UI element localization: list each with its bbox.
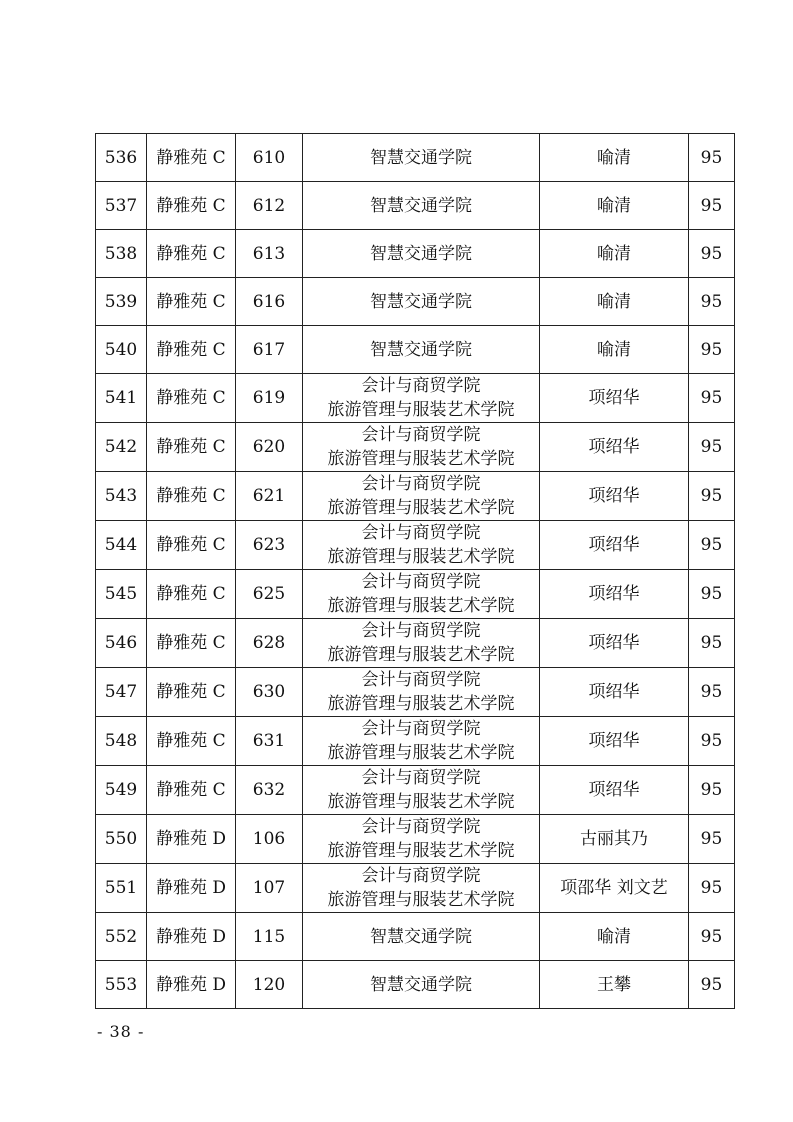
table-row <box>96 326 735 374</box>
score-cell: 95 <box>689 472 735 521</box>
room-cell: 628 <box>236 619 303 668</box>
college-name: 旅游管理与服装艺术学院 <box>327 841 515 861</box>
college-name: 会计与商贸学院 <box>361 719 481 739</box>
college-name: 旅游管理与服装艺术学院 <box>327 645 515 665</box>
room-cell: 115 <box>236 913 303 961</box>
college-cell <box>303 668 540 717</box>
row-number-cell: 547 <box>96 668 147 717</box>
building-cell: 静雅苑 C <box>147 374 236 423</box>
row-number-cell: 548 <box>96 717 147 766</box>
score-cell: 95 <box>689 961 735 1009</box>
building-cell: 静雅苑 C <box>147 230 236 278</box>
room-cell: 619 <box>236 374 303 423</box>
building-cell: 静雅苑 C <box>147 326 236 374</box>
college-name: 会计与商贸学院 <box>361 768 481 788</box>
building-cell: 静雅苑 C <box>147 619 236 668</box>
college-cell <box>303 423 540 472</box>
college-name: 会计与商贸学院 <box>361 817 481 837</box>
college-name: 会计与商贸学院 <box>361 572 481 592</box>
college-cell <box>303 913 540 961</box>
building-cell: 静雅苑 C <box>147 472 236 521</box>
college-name: 会计与商贸学院 <box>361 866 481 886</box>
score-cell: 95 <box>689 815 735 864</box>
row-number-cell: 538 <box>96 230 147 278</box>
table-row <box>96 134 735 182</box>
table-body <box>96 134 735 1009</box>
score-cell: 95 <box>689 717 735 766</box>
score-cell: 95 <box>689 374 735 423</box>
building-cell: 静雅苑 C <box>147 570 236 619</box>
table-row <box>96 570 735 619</box>
table-row <box>96 717 735 766</box>
college-name: 智慧交通学院 <box>370 339 472 360</box>
building-cell: 静雅苑 C <box>147 134 236 182</box>
table-row <box>96 182 735 230</box>
college-cell <box>303 278 540 326</box>
manager-cell: 项绍华 <box>540 521 689 570</box>
table-row <box>96 815 735 864</box>
table-row <box>96 423 735 472</box>
manager-cell: 项绍华 <box>540 766 689 815</box>
room-cell: 610 <box>236 134 303 182</box>
college-name: 会计与商贸学院 <box>361 474 481 494</box>
score-cell: 95 <box>689 134 735 182</box>
table-row <box>96 278 735 326</box>
table-row <box>96 766 735 815</box>
manager-cell: 项绍华 <box>540 570 689 619</box>
college-name: 旅游管理与服装艺术学院 <box>327 792 515 812</box>
room-cell: 625 <box>236 570 303 619</box>
college-name: 会计与商贸学院 <box>361 376 481 396</box>
college-name: 会计与商贸学院 <box>361 670 481 690</box>
score-cell: 95 <box>689 230 735 278</box>
row-number-cell: 551 <box>96 864 147 913</box>
row-number-cell: 542 <box>96 423 147 472</box>
score-cell: 95 <box>689 619 735 668</box>
score-cell: 95 <box>689 570 735 619</box>
table-row <box>96 521 735 570</box>
page-number: - 38 - <box>97 1022 145 1041</box>
score-cell: 95 <box>689 278 735 326</box>
college-name: 会计与商贸学院 <box>361 621 481 641</box>
college-name: 旅游管理与服装艺术学院 <box>327 400 515 420</box>
score-cell: 95 <box>689 668 735 717</box>
row-number-cell: 536 <box>96 134 147 182</box>
room-cell: 616 <box>236 278 303 326</box>
row-number-cell: 545 <box>96 570 147 619</box>
score-cell: 95 <box>689 913 735 961</box>
room-cell: 630 <box>236 668 303 717</box>
building-cell: 静雅苑 C <box>147 521 236 570</box>
college-cell <box>303 230 540 278</box>
college-name: 智慧交通学院 <box>370 926 472 947</box>
college-cell <box>303 619 540 668</box>
room-cell: 107 <box>236 864 303 913</box>
row-number-cell: 546 <box>96 619 147 668</box>
college-cell <box>303 570 540 619</box>
score-cell: 95 <box>689 766 735 815</box>
room-cell: 613 <box>236 230 303 278</box>
table-row <box>96 961 735 1009</box>
college-name: 智慧交通学院 <box>370 974 472 995</box>
table-row <box>96 864 735 913</box>
college-name: 旅游管理与服装艺术学院 <box>327 547 515 567</box>
building-cell: 静雅苑 D <box>147 913 236 961</box>
manager-cell: 项绍华 <box>540 374 689 423</box>
manager-cell: 项邵华 刘文艺 <box>540 864 689 913</box>
building-cell: 静雅苑 C <box>147 182 236 230</box>
room-cell: 106 <box>236 815 303 864</box>
table-row <box>96 230 735 278</box>
college-cell <box>303 961 540 1009</box>
manager-cell: 古丽其乃 <box>540 815 689 864</box>
college-name: 旅游管理与服装艺术学院 <box>327 694 515 714</box>
college-cell <box>303 766 540 815</box>
college-cell <box>303 374 540 423</box>
score-cell: 95 <box>689 423 735 472</box>
manager-cell: 喻清 <box>540 913 689 961</box>
row-number-cell: 552 <box>96 913 147 961</box>
room-cell: 631 <box>236 717 303 766</box>
row-number-cell: 550 <box>96 815 147 864</box>
room-cell: 623 <box>236 521 303 570</box>
room-cell: 632 <box>236 766 303 815</box>
row-number-cell: 544 <box>96 521 147 570</box>
row-number-cell: 539 <box>96 278 147 326</box>
table-row <box>96 374 735 423</box>
college-cell <box>303 182 540 230</box>
row-number-cell: 549 <box>96 766 147 815</box>
college-name: 会计与商贸学院 <box>361 425 481 445</box>
building-cell: 静雅苑 D <box>147 815 236 864</box>
room-cell: 621 <box>236 472 303 521</box>
score-cell: 95 <box>689 521 735 570</box>
college-name: 旅游管理与服装艺术学院 <box>327 596 515 616</box>
manager-cell: 喻清 <box>540 230 689 278</box>
college-cell <box>303 521 540 570</box>
college-name: 智慧交通学院 <box>370 291 472 312</box>
college-name: 旅游管理与服装艺术学院 <box>327 449 515 469</box>
manager-cell: 项绍华 <box>540 668 689 717</box>
building-cell: 静雅苑 C <box>147 423 236 472</box>
college-name: 智慧交通学院 <box>370 195 472 216</box>
row-number-cell: 541 <box>96 374 147 423</box>
table-row <box>96 913 735 961</box>
score-cell: 95 <box>689 864 735 913</box>
manager-cell: 王攀 <box>540 961 689 1009</box>
manager-cell: 项绍华 <box>540 472 689 521</box>
table-row <box>96 668 735 717</box>
score-cell: 95 <box>689 326 735 374</box>
college-cell <box>303 134 540 182</box>
building-cell: 静雅苑 D <box>147 864 236 913</box>
manager-cell: 喻清 <box>540 134 689 182</box>
college-name: 智慧交通学院 <box>370 147 472 168</box>
room-cell: 617 <box>236 326 303 374</box>
college-name: 旅游管理与服装艺术学院 <box>327 890 515 910</box>
row-number-cell: 537 <box>96 182 147 230</box>
building-cell: 静雅苑 C <box>147 668 236 717</box>
row-number-cell: 543 <box>96 472 147 521</box>
row-number-cell: 553 <box>96 961 147 1009</box>
room-cell: 612 <box>236 182 303 230</box>
manager-cell: 喻清 <box>540 182 689 230</box>
manager-cell: 喻清 <box>540 326 689 374</box>
college-cell <box>303 717 540 766</box>
building-cell: 静雅苑 C <box>147 717 236 766</box>
building-cell: 静雅苑 C <box>147 278 236 326</box>
college-cell <box>303 326 540 374</box>
college-name: 会计与商贸学院 <box>361 523 481 543</box>
college-name: 旅游管理与服装艺术学院 <box>327 498 515 518</box>
college-cell <box>303 815 540 864</box>
dormitory-score-table <box>95 133 735 1009</box>
manager-cell: 项绍华 <box>540 717 689 766</box>
manager-cell: 项绍华 <box>540 423 689 472</box>
room-cell: 620 <box>236 423 303 472</box>
table-row <box>96 619 735 668</box>
manager-cell: 项绍华 <box>540 619 689 668</box>
building-cell: 静雅苑 C <box>147 766 236 815</box>
college-cell <box>303 472 540 521</box>
college-name: 旅游管理与服装艺术学院 <box>327 743 515 763</box>
row-number-cell: 540 <box>96 326 147 374</box>
college-name: 智慧交通学院 <box>370 243 472 264</box>
score-cell: 95 <box>689 182 735 230</box>
college-cell <box>303 864 540 913</box>
table-row <box>96 472 735 521</box>
building-cell: 静雅苑 D <box>147 961 236 1009</box>
room-cell: 120 <box>236 961 303 1009</box>
manager-cell: 喻清 <box>540 278 689 326</box>
